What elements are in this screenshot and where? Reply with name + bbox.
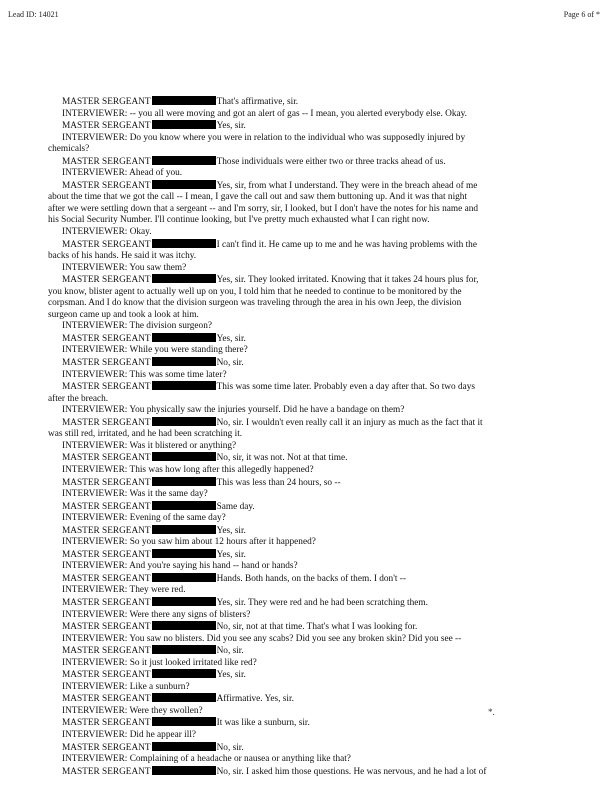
speaker-label: INTERVIEWER:	[62, 513, 128, 524]
transcript-line	[62, 441, 582, 453]
speaker-label: INTERVIEWER:	[62, 489, 128, 500]
redaction-bar	[152, 645, 216, 654]
transcript-line	[62, 109, 582, 121]
utterance-text: No, sir. I asked him those questions. He was nervous, and he had a lot of	[216, 766, 487, 777]
transcript-continuation-line	[48, 429, 582, 441]
utterance-text: So you saw him about 12 hours after it happened?	[129, 537, 316, 548]
transcript-line	[62, 766, 582, 779]
speaker-label: MASTER SERGEANT	[62, 622, 151, 633]
utterance-text: Did he appear ill?	[129, 729, 197, 740]
transcript-line	[62, 321, 582, 333]
redaction-bar	[152, 621, 216, 630]
transcript-line	[62, 561, 582, 573]
speaker-label: MASTER SERGEANT	[62, 333, 151, 344]
speaker-label: MASTER SERGEANT	[62, 670, 151, 681]
utterance-text: you know, blister agent to actually well up on you, I told him that he needed to continue to be monitored by the	[48, 286, 462, 297]
utterance-text: Those individuals were either two or three tracks ahead of us.	[216, 156, 446, 167]
redaction-bar	[152, 501, 216, 510]
transcript-line	[62, 730, 582, 742]
transcript-line	[62, 239, 582, 252]
transcript-body	[48, 96, 582, 778]
transcript-line	[62, 405, 582, 417]
speaker-label: INTERVIEWER:	[62, 561, 128, 572]
utterance-text: Complaining of a headache or nausea or anything like that?	[129, 754, 351, 765]
transcript-continuation-line	[48, 204, 582, 216]
transcript-line	[62, 227, 582, 239]
redaction-bar	[152, 96, 216, 105]
speaker-label: MASTER SERGEANT	[62, 766, 151, 777]
speaker-label: INTERVIEWER:	[62, 657, 128, 668]
transcript-continuation-line	[48, 192, 582, 204]
redaction-bar	[152, 669, 216, 678]
speaker-label: MASTER SERGEANT	[62, 275, 151, 286]
speaker-label: INTERVIEWER:	[62, 633, 128, 644]
utterance-text: You saw them?	[129, 262, 187, 273]
redaction-bar	[152, 742, 216, 751]
redaction-bar	[152, 357, 216, 366]
speaker-label: INTERVIEWER:	[62, 585, 128, 596]
speaker-label: INTERVIEWER:	[62, 609, 128, 620]
transcript-line	[62, 381, 582, 394]
speaker-label: MASTER SERGEANT	[62, 97, 151, 107]
transcript-line	[62, 274, 582, 287]
transcript-line	[62, 537, 582, 549]
transcript-line	[62, 634, 582, 646]
margin-mark: *.	[488, 707, 495, 717]
utterance-text: No, sir, it was not. Not at that time.	[216, 453, 348, 464]
utterance-text: No, sir.	[216, 742, 244, 753]
utterance-text: backs of his hands. He said it was itchy.	[48, 251, 197, 262]
redaction-bar	[152, 381, 216, 390]
utterance-text: Same day.	[216, 501, 255, 512]
speaker-label: INTERVIEWER:	[62, 168, 128, 179]
utterance-text: So it just looked irritated like red?	[129, 657, 257, 668]
transcript-line	[62, 682, 582, 694]
utterance-text: Yes, sir.	[216, 670, 246, 681]
transcript-line	[62, 96, 582, 109]
transcript-line	[62, 345, 582, 357]
speaker-label: INTERVIEWER:	[62, 681, 128, 692]
utterance-text: And you're saying his hand -- hand or hands?	[129, 561, 298, 572]
transcript-line	[62, 133, 582, 145]
utterance-text: This was less than 24 hours, so --	[216, 477, 341, 488]
transcript-continuation-line	[48, 144, 582, 156]
speaker-label: INTERVIEWER:	[62, 132, 128, 143]
transcript-line	[62, 263, 582, 275]
speaker-label: MASTER SERGEANT	[62, 358, 151, 369]
speaker-label: INTERVIEWER:	[62, 754, 128, 765]
utterance-text: The division surgeon?	[129, 321, 212, 332]
speaker-label: MASTER SERGEANT	[62, 156, 151, 167]
speaker-label: INTERVIEWER:	[62, 108, 128, 119]
transcript-line	[62, 513, 582, 525]
utterance-text: chemicals?	[48, 144, 90, 155]
utterance-text: about the time that we got the call -- I mean, I gave the call out and saw them buttoning up. And it was that night	[48, 192, 468, 203]
speaker-label: MASTER SERGEANT	[62, 694, 151, 705]
speaker-label: MASTER SERGEANT	[62, 239, 151, 250]
redaction-bar	[152, 417, 216, 426]
transcript-line	[62, 742, 582, 755]
transcript-line	[62, 610, 582, 622]
redaction-bar	[152, 573, 216, 582]
speaker-label: INTERVIEWER:	[62, 369, 128, 380]
utterance-text: Okay.	[129, 227, 152, 238]
transcript-line	[62, 717, 582, 730]
utterance-text: Yes, sir.	[216, 549, 246, 560]
transcript-line	[62, 357, 582, 370]
utterance-text: Do you know where you were in relation to the individual who was supposedly injured by	[129, 132, 466, 143]
utterance-text: No, sir.	[216, 358, 244, 369]
redaction-bar	[152, 525, 216, 534]
speaker-label: MASTER SERGEANT	[62, 453, 151, 464]
transcript-line	[62, 573, 582, 586]
speaker-label: MASTER SERGEANT	[62, 501, 151, 512]
transcript-line	[62, 549, 582, 562]
utterance-text: after the breach.	[48, 393, 109, 404]
redaction-bar	[152, 693, 216, 702]
transcript-line	[62, 477, 582, 490]
speaker-label: INTERVIEWER:	[62, 705, 128, 716]
speaker-label: MASTER SERGEANT	[62, 646, 151, 657]
speaker-label: INTERVIEWER:	[62, 537, 128, 548]
speaker-label: MASTER SERGEANT	[62, 121, 151, 132]
transcript-line	[62, 585, 582, 597]
transcript-line	[62, 120, 582, 133]
utterance-text: corpsman. And I do know that the division surgeon was traveling through the area in his own Jeep, the division	[48, 298, 462, 309]
transcript-line	[62, 754, 582, 766]
utterance-text: You saw no blisters. Did you see any scabs? Did you see any broken skin? Did you see --	[129, 633, 462, 644]
redaction-bar	[152, 274, 216, 283]
redaction-bar	[152, 766, 216, 775]
utterance-text: was still red, irritated, and he had been scratching it.	[48, 429, 243, 440]
speaker-label: INTERVIEWER:	[62, 262, 128, 273]
utterance-text: Like a sunburn?	[129, 681, 190, 692]
speaker-label: MASTER SERGEANT	[62, 525, 151, 536]
transcript-line	[62, 706, 582, 718]
utterance-text: Yes, sir.	[216, 121, 246, 132]
redaction-bar	[152, 239, 216, 248]
utterance-text: While you were standing there?	[129, 345, 248, 356]
speaker-label: MASTER SERGEANT	[62, 180, 151, 191]
transcript-line	[62, 417, 582, 430]
speaker-label: INTERVIEWER:	[62, 440, 128, 451]
transcript-continuation-line	[48, 215, 582, 227]
utterance-text: Hands. Both hands, on the backs of them. I don't --	[216, 573, 406, 584]
transcript-line	[62, 333, 582, 346]
lead-id: Lead ID: 14021	[8, 10, 59, 19]
speaker-label: MASTER SERGEANT	[62, 597, 151, 608]
redaction-bar	[152, 120, 216, 129]
utterance-text: That's affirmative, sir.	[216, 97, 299, 107]
utterance-text: This was some time later?	[129, 369, 227, 380]
speaker-label: MASTER SERGEANT	[62, 382, 151, 393]
transcript-continuation-line	[48, 310, 582, 322]
utterance-text: They were red.	[129, 585, 186, 596]
utterance-text: This was some time later. Probably even a day after that. So two days	[216, 382, 476, 393]
utterance-text: Ahead of you.	[129, 168, 183, 179]
transcript-line	[62, 658, 582, 670]
speaker-label: MASTER SERGEANT	[62, 718, 151, 729]
utterance-text: No, sir.	[216, 646, 244, 657]
transcript-line	[62, 370, 582, 382]
utterance-text: Affirmative. Yes, sir.	[216, 694, 294, 705]
speaker-label: MASTER SERGEANT	[62, 477, 151, 488]
utterance-text: You physically saw the injuries yourself. Did he have a bandage on them?	[129, 405, 405, 416]
speaker-label: INTERVIEWER:	[62, 227, 128, 238]
utterance-text: his Social Security Number. I'll continue looking, but I've pretty much exhausted what I can right now.	[48, 215, 430, 226]
transcript-line	[62, 180, 582, 193]
speaker-label: INTERVIEWER:	[62, 321, 128, 332]
speaker-label: MASTER SERGEANT	[62, 417, 151, 428]
transcript-line	[62, 452, 582, 465]
utterance-text: Was it the same day?	[129, 489, 208, 500]
utterance-text: No, sir, not at that time. That's what I was looking for.	[216, 622, 418, 633]
utterance-text: I can't find it. He came up to me and he was having problems with the	[216, 239, 477, 250]
speaker-label: INTERVIEWER:	[62, 405, 128, 416]
speaker-label: INTERVIEWER:	[62, 345, 128, 356]
redaction-bar	[152, 597, 216, 606]
utterance-text: Yes, sir. They looked irritated. Knowing that it takes 24 hours plus for,	[216, 275, 479, 286]
utterance-text: This was how long after this allegedly happened?	[129, 464, 314, 475]
transcript-line	[62, 156, 582, 169]
redaction-bar	[152, 477, 216, 486]
transcript-continuation-line	[48, 251, 582, 263]
utterance-text: Yes, sir, from what I understand. They were in the breach ahead of me	[216, 180, 478, 191]
speaker-label: INTERVIEWER:	[62, 729, 128, 740]
transcript-line	[62, 525, 582, 538]
transcript-line	[62, 693, 582, 706]
utterance-text: after we were settling down that a sergeant -- and I'm sorry, sir, I looked, but I don't have the notes for his name and	[48, 203, 478, 214]
redaction-bar	[152, 156, 216, 165]
transcript-line	[62, 489, 582, 501]
transcript-continuation-line	[48, 298, 582, 310]
utterance-text: Were there any signs of blisters?	[129, 609, 251, 620]
redaction-bar	[152, 549, 216, 558]
speaker-label: MASTER SERGEANT	[62, 549, 151, 560]
utterance-text: No, sir. I wouldn't even really call it an injury as much as the fact that it	[216, 417, 483, 428]
transcript-line	[62, 465, 582, 477]
speaker-label: MASTER SERGEANT	[62, 573, 151, 584]
redaction-bar	[152, 333, 216, 342]
utterance-text: Was it blistered or anything?	[129, 440, 237, 451]
utterance-text: Yes, sir.	[216, 333, 246, 344]
speaker-label: INTERVIEWER:	[62, 464, 128, 475]
utterance-text: Yes, sir. They were red and he had been scratching them.	[216, 597, 428, 608]
utterance-text: It was like a sunburn, sir.	[216, 718, 310, 729]
redaction-bar	[152, 717, 216, 726]
transcript-line	[62, 597, 582, 610]
transcript-line	[62, 621, 582, 634]
utterance-text: Evening of the same day?	[129, 513, 226, 524]
speaker-label: MASTER SERGEANT	[62, 742, 151, 753]
utterance-text: Yes, sir.	[216, 525, 246, 536]
transcript-continuation-line	[48, 394, 582, 406]
transcript-line	[62, 501, 582, 514]
transcript-line	[62, 645, 582, 658]
transcript-continuation-line	[48, 287, 582, 299]
redaction-bar	[152, 452, 216, 461]
transcript-line	[62, 669, 582, 682]
transcript-line	[62, 168, 582, 180]
utterance-text: -- you all were moving and got an alert of gas -- I mean, you alerted everybody else. Okay.	[129, 108, 468, 119]
redaction-bar	[152, 180, 216, 189]
utterance-text: Were they swollen?	[129, 705, 203, 716]
page-number: Page 6 of *	[563, 10, 600, 19]
utterance-text: surgeon came up and took a look at him.	[48, 309, 199, 320]
